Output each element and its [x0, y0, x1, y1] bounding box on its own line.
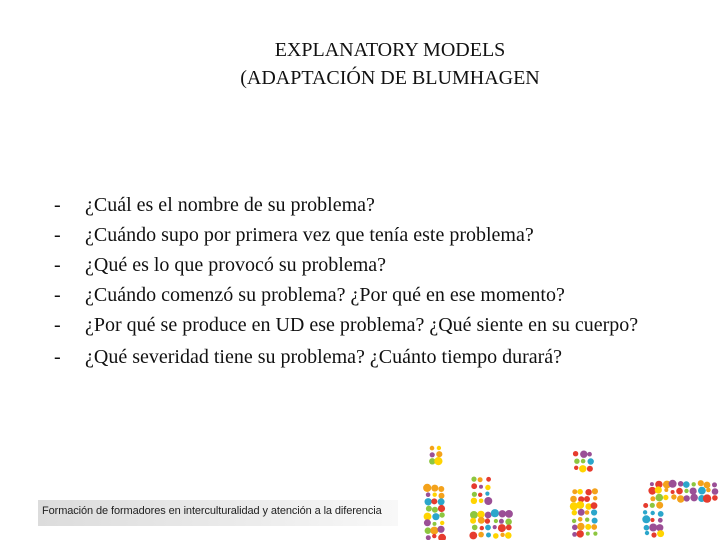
logo-dot — [423, 484, 431, 492]
logo-dot — [493, 533, 499, 539]
logo-dot — [703, 494, 711, 502]
logo-dot — [712, 488, 719, 495]
logo-dot — [664, 488, 668, 492]
logo-dot — [433, 522, 437, 526]
logo-dot — [576, 501, 584, 509]
list-item — [54, 190, 694, 220]
logo-dot — [704, 482, 711, 489]
logo-dot — [591, 524, 597, 530]
logo-dot — [586, 532, 590, 536]
logo-dot — [671, 490, 675, 494]
logo-dot — [485, 512, 492, 519]
logo-dot — [499, 510, 506, 517]
logo-dot — [438, 534, 446, 540]
logo-dot — [433, 493, 437, 497]
logo-dot — [438, 505, 445, 512]
logo-dot — [440, 521, 444, 525]
logo-dot — [580, 451, 587, 458]
logo-dot — [430, 527, 438, 535]
logo-dot — [425, 498, 432, 505]
logo-dot — [573, 451, 578, 456]
logo-dot — [430, 446, 435, 451]
logo-dot — [426, 535, 431, 540]
question-text: ¿Cuándo comenzó su problema? ¿Por qué en ese momento? — [85, 284, 565, 306]
dotted-letters-logo-icon — [420, 440, 720, 540]
question-text: ¿Cuál es el nombre de su problema? — [85, 194, 375, 216]
list-item — [54, 280, 694, 310]
logo-dot — [471, 477, 476, 482]
logo-dot — [581, 459, 586, 464]
logo-dot — [578, 517, 583, 522]
logo-dot — [478, 493, 482, 497]
logo-dot — [584, 496, 590, 502]
logo-dot — [690, 494, 698, 502]
logo-dot — [585, 518, 589, 522]
logo-dot — [706, 488, 711, 493]
logo-dot — [485, 518, 490, 523]
logo-dot — [425, 527, 432, 534]
logo-dot — [478, 532, 484, 538]
logo-dot — [437, 526, 444, 533]
logo-dot — [437, 446, 441, 450]
logo-dot — [572, 532, 577, 537]
logo-dot — [671, 494, 676, 499]
logo-dot — [499, 519, 504, 524]
logo-dot — [644, 525, 650, 531]
question-text: ¿Qué severidad tiene su problema? ¿Cuánto tiempo durará? — [85, 346, 563, 368]
logo-dot — [572, 519, 576, 523]
logo-dot — [432, 513, 439, 520]
logo-dot — [578, 509, 585, 516]
list-item — [54, 342, 694, 372]
logo-dot — [698, 480, 704, 486]
logo-dot — [591, 509, 597, 515]
logo-dot — [651, 532, 656, 537]
title-line-1: EXPLANATORY MODELS — [274, 39, 506, 61]
list-item — [54, 310, 694, 340]
title-line-2: (ADAPTACIÓN DE BLUMHAGEN — [240, 67, 540, 89]
logo-dot — [484, 497, 492, 505]
logo-dot — [478, 477, 483, 482]
logo-dot — [432, 507, 438, 513]
logo-dot — [486, 533, 491, 538]
logo-dot — [478, 517, 485, 524]
logo-dot — [587, 452, 592, 457]
slide-title — [150, 36, 630, 92]
logo-dot — [645, 531, 649, 535]
logo-dot — [683, 481, 690, 488]
bullet-dash: - — [54, 346, 61, 368]
logo-dot — [585, 524, 591, 530]
logo-dot — [498, 524, 506, 532]
question-list — [54, 190, 694, 372]
logo-dot — [676, 488, 683, 495]
logo-dot — [655, 486, 662, 493]
logo-dot — [426, 506, 432, 512]
question-text: ¿Qué es lo que provocó su problema? — [85, 254, 387, 276]
bullet-dash: - — [54, 254, 61, 276]
logo-dot — [472, 492, 477, 497]
logo-dot — [470, 511, 478, 519]
logo-dot — [650, 503, 655, 508]
logo-dot — [572, 510, 577, 515]
logo-dot — [574, 466, 578, 470]
logo-dot — [585, 489, 591, 495]
logo-dot — [657, 530, 664, 537]
logo-dot — [577, 489, 583, 495]
logo-dot — [486, 477, 491, 482]
logo-dot — [485, 525, 491, 531]
list-item — [54, 250, 694, 280]
logo-dot — [643, 510, 647, 514]
logo-dot — [505, 519, 512, 526]
logo-dot — [572, 525, 578, 531]
logo-dot — [684, 495, 690, 501]
logo-dot — [479, 499, 484, 504]
logo-dot — [651, 511, 655, 515]
list-item — [54, 220, 694, 250]
logo-dot — [479, 485, 483, 489]
question-text: ¿Por qué se produce en UD ese problema? ¿Qué siente en su cuerpo? — [85, 314, 639, 336]
logo-dot — [506, 525, 512, 531]
logo-dot — [480, 526, 484, 530]
logo-dot — [424, 513, 432, 521]
logo-dot — [663, 495, 668, 500]
logo-dot — [642, 515, 650, 523]
logo-dot — [577, 523, 584, 530]
logo-dot — [588, 458, 594, 464]
logo-dot — [431, 498, 437, 504]
logo-dot — [431, 485, 438, 492]
logo-dot — [505, 510, 513, 518]
logo-dot — [439, 512, 444, 517]
logo-dot — [587, 466, 593, 472]
logo-dot — [494, 519, 498, 523]
logo-dot — [649, 524, 657, 532]
logo-dot — [472, 525, 478, 531]
logo-dot — [684, 489, 688, 493]
logo-dot — [424, 519, 431, 526]
logo-dot — [593, 496, 597, 500]
bullet-dash: - — [54, 314, 61, 336]
logo-dot — [656, 502, 663, 509]
logo-dot — [430, 452, 435, 457]
logo-dot — [491, 509, 499, 517]
logo-dot — [485, 492, 489, 496]
logo-dot — [650, 496, 655, 501]
logo-dot — [577, 530, 584, 537]
logo-dot — [692, 482, 696, 486]
logo-dot — [643, 503, 648, 508]
logo-dot — [471, 483, 477, 489]
logo-dot — [469, 532, 477, 540]
question-text: ¿Cuándo supo por primera vez que tenía este problema? — [85, 224, 534, 246]
logo-dot — [436, 451, 442, 457]
logo-dot — [585, 510, 590, 515]
logo-dot — [658, 518, 663, 523]
logo-dot — [658, 511, 664, 517]
logo-dot — [712, 482, 717, 487]
bullet-dash: - — [54, 194, 61, 216]
logo-dot — [678, 481, 684, 487]
logo-dot — [434, 457, 442, 465]
logo-dot — [426, 492, 431, 497]
logo-dot — [698, 487, 706, 495]
bullet-dash: - — [54, 224, 61, 246]
logo-dot — [579, 465, 586, 472]
logo-dot — [592, 488, 598, 494]
logo-dot — [505, 532, 512, 539]
logo-dot — [471, 498, 477, 504]
logo-dot — [438, 486, 444, 492]
logo-dot — [656, 494, 664, 502]
logo-dot — [432, 534, 436, 538]
logo-dot — [650, 518, 654, 522]
logo-dot — [650, 482, 654, 486]
logo-dot — [570, 496, 577, 503]
logo-dot — [470, 518, 476, 524]
logo-dot — [574, 459, 579, 464]
logo-dot — [500, 533, 504, 537]
logo-dot — [572, 489, 577, 494]
logo-dot — [592, 518, 598, 524]
logo-dot — [677, 495, 684, 502]
logo-dot — [493, 525, 497, 529]
logo-dot — [593, 532, 597, 536]
logo-dot — [438, 498, 445, 505]
bullet-dash: - — [54, 284, 61, 306]
logo-dot — [690, 488, 697, 495]
logo-dot — [591, 502, 598, 509]
logo-dot — [485, 485, 490, 490]
logo-dot — [669, 480, 677, 488]
footer-text: Formación de formadores en interculturalidad y atención a la diferencia — [42, 505, 382, 517]
logo-dot — [712, 495, 718, 501]
logo-dot — [439, 493, 445, 499]
